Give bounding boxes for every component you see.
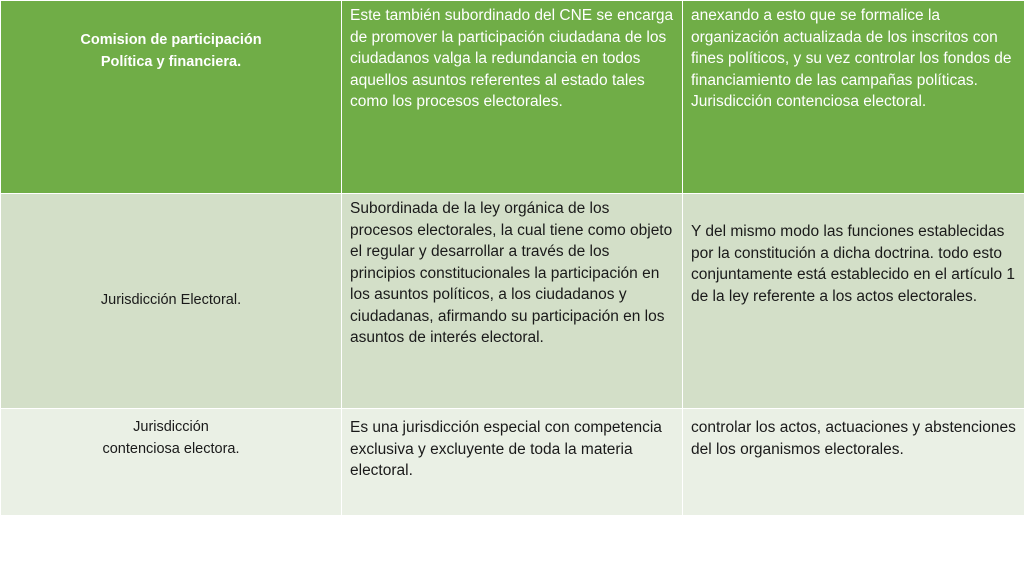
detail-cell: controlar los actos, actuaciones y abstenciones del los organismos electorales. xyxy=(683,409,1024,516)
description-cell: Es una jurisdicción especial con competencia exclusiva y excluyente de toda la materia electoral. xyxy=(342,409,683,516)
row-label-cell xyxy=(1,194,342,409)
table-row xyxy=(1,409,1024,516)
detail-cell: Y del mismo modo las funciones establecidas por la constitución a dicha doctrina. todo esto conjuntamente está establecido en el artículo 1 de la ley referente a los actos electorales. xyxy=(683,194,1024,409)
table-row xyxy=(1,1,1024,194)
row-label-line: Política y financiera. xyxy=(100,54,242,70)
row-label-line: Jurisdicción Electoral. xyxy=(100,292,242,309)
description-cell: Este también subordinado del CNE se encarga de promover la participación ciudadana de los ciudadanos valga la redundancia en todos aquellos asuntos referentes al estado tales como los procesos electorales. xyxy=(342,1,683,194)
detail-cell: anexando a esto que se formalice la organización actualizada de los inscritos con fines políticos, y su vez controlar los fondos de financiamiento de las campañas políticas. Jurisdicción contenciosa electoral. xyxy=(683,1,1024,194)
table-row xyxy=(1,194,1024,409)
row-label-cell xyxy=(1,1,342,194)
row-label-line: contenciosa electora. xyxy=(102,440,240,457)
description-cell: Subordinada de la ley orgánica de los procesos electorales, la cual tiene como objeto el regular y desarrollar a través de los principios constitucionales la participación en los asuntos políticos, a los ciudadanos y ciudadanas, afirmando su participación en los asuntos de interés electoral. xyxy=(342,194,683,409)
row-label-line: Jurisdicción xyxy=(133,419,209,435)
row-label-line: Comision de participación xyxy=(80,32,262,48)
row-label-cell xyxy=(1,409,342,516)
